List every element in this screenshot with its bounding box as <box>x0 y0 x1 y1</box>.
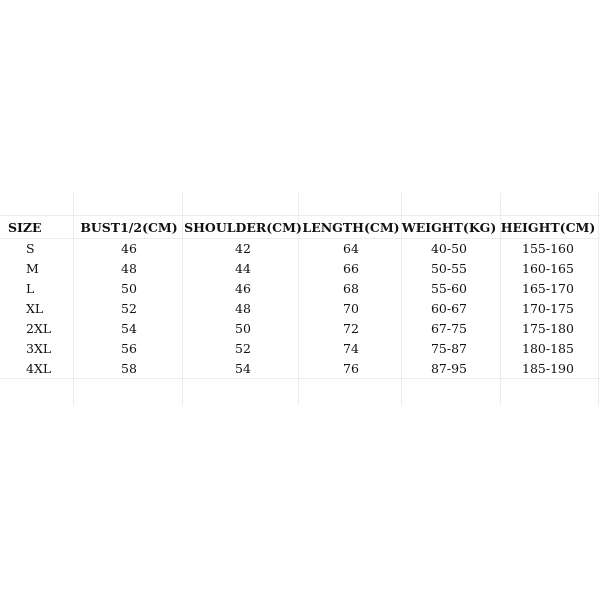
table-cell: 160-165 <box>522 260 574 276</box>
table-row <box>6 318 598 338</box>
table-cell: 55-60 <box>430 280 468 296</box>
table-cell: 70 <box>343 300 359 316</box>
table-cell: 60-67 <box>430 300 468 316</box>
table-row <box>6 338 598 358</box>
table-cell: 170-175 <box>522 300 574 316</box>
table-cell: 50 <box>121 280 137 296</box>
table-cell: 74 <box>343 340 359 356</box>
column-header-weight: WEIGHT(KG) <box>401 219 497 235</box>
table-cell: S <box>26 240 35 256</box>
table-cell: 54 <box>235 360 251 376</box>
column-header-length: LENGTH(CM) <box>302 219 400 235</box>
table-cell: 4XL <box>26 360 52 376</box>
table-cell: 52 <box>235 340 251 356</box>
table-cell: 48 <box>121 260 137 276</box>
table-cell: XL <box>26 300 44 316</box>
table-cell: 76 <box>343 360 359 376</box>
table-cell: 46 <box>235 280 251 296</box>
table-cell: 50-55 <box>430 260 468 276</box>
grid-line <box>0 378 600 379</box>
table-cell: 75-87 <box>430 340 468 356</box>
table-cell: 175-180 <box>522 320 574 336</box>
table-cell: L <box>26 280 35 296</box>
table-cell: 40-50 <box>430 240 468 256</box>
table-cell: 3XL <box>26 340 52 356</box>
table-cell: 52 <box>121 300 137 316</box>
table-cell: 87-95 <box>430 360 468 376</box>
column-header-shoulder: SHOULDER(CM) <box>184 219 302 235</box>
table-cell: M <box>26 260 39 276</box>
table-cell: 44 <box>235 260 251 276</box>
table-row <box>6 358 598 378</box>
table-cell: 54 <box>121 320 137 336</box>
table-cell: 48 <box>235 300 251 316</box>
table-cell: 58 <box>121 360 137 376</box>
size-table <box>6 216 598 378</box>
table-row <box>6 258 598 278</box>
table-cell: 66 <box>343 260 359 276</box>
table-row <box>6 298 598 318</box>
column-header-size: SIZE <box>8 219 42 235</box>
table-cell: 56 <box>121 340 137 356</box>
table-cell: 42 <box>235 240 251 256</box>
header-row <box>6 216 598 238</box>
table-cell: 2XL <box>26 320 52 336</box>
grid-line <box>598 193 599 405</box>
table-cell: 46 <box>121 240 137 256</box>
table-cell: 72 <box>343 320 359 336</box>
column-header-height: HEIGHT(CM) <box>500 219 596 235</box>
table-cell: 180-185 <box>522 340 574 356</box>
table-cell: 68 <box>343 280 359 296</box>
table-cell: 50 <box>235 320 251 336</box>
table-cell: 64 <box>343 240 359 256</box>
size-chart <box>0 193 600 405</box>
column-header-bust: BUST1/2(CM) <box>80 219 178 235</box>
table-cell: 165-170 <box>522 280 574 296</box>
table-cell: 185-190 <box>522 360 574 376</box>
table-row <box>6 278 598 298</box>
table-cell: 67-75 <box>430 320 468 336</box>
table-cell: 155-160 <box>522 240 574 256</box>
table-row <box>6 238 598 258</box>
